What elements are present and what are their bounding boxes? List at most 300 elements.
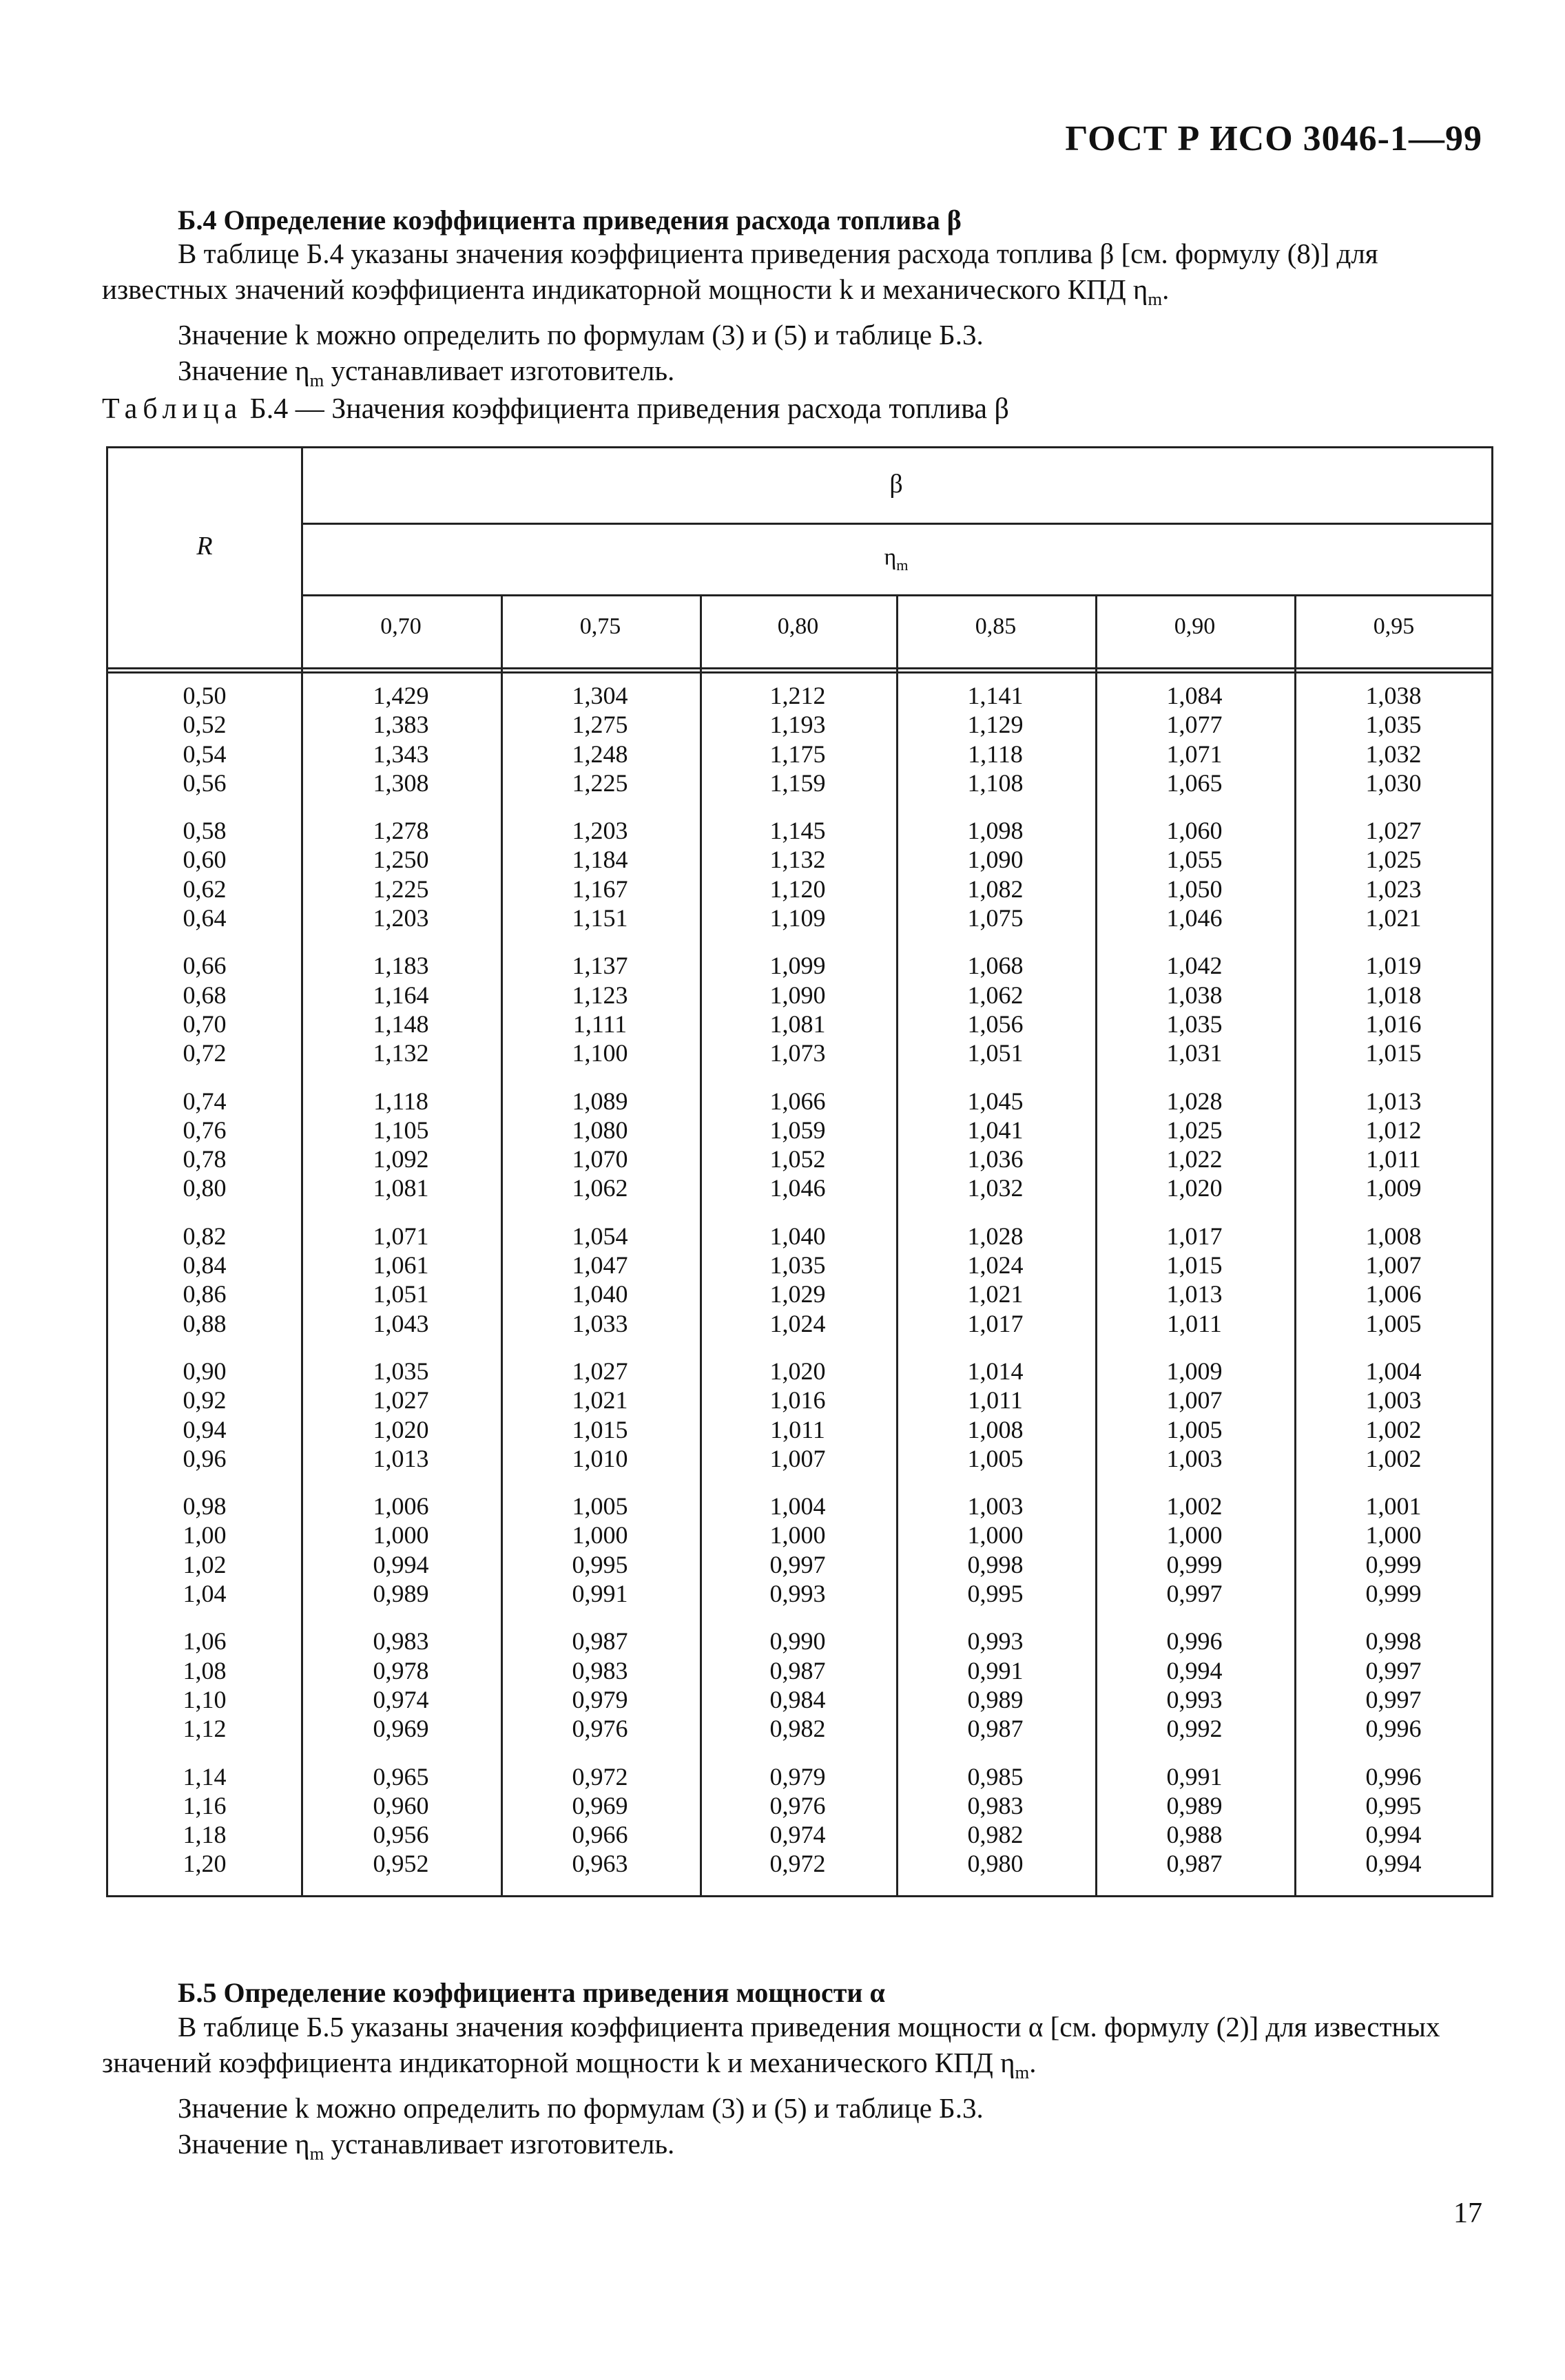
beta-value-cell: 1,062 [572, 1174, 628, 1202]
beta-value-group [1126, 1492, 1263, 1608]
beta-value-group [332, 1627, 470, 1743]
beta-value-group [332, 681, 470, 797]
beta-value-cell: 1,000 [1365, 1521, 1422, 1549]
beta-value-cell: 1,000 [1166, 1521, 1223, 1549]
beta-value-cell: 0,984 [769, 1685, 826, 1713]
r-value-cell: 0,60 [183, 846, 227, 874]
beta-value-cell: 1,184 [572, 846, 628, 874]
beta-value-cell: 1,175 [769, 740, 826, 768]
beta-value-group [926, 1222, 1064, 1338]
beta-value-cell: 1,278 [373, 817, 429, 845]
beta-value-cell: 0,960 [373, 1791, 429, 1819]
beta-value-cell: 0,979 [572, 1685, 628, 1713]
beta-value-cell: 1,132 [373, 1039, 429, 1067]
beta-value-cell: 0,965 [373, 1762, 429, 1791]
beta-value-cell: 0,988 [1166, 1821, 1223, 1849]
beta-value-cell: 0,994 [1365, 1850, 1422, 1878]
beta-value-group [729, 816, 867, 932]
column-eta-090 [1126, 681, 1263, 1897]
column-eta-080 [729, 681, 867, 1897]
beta-value-group [1325, 1222, 1462, 1338]
beta-value-cell: 1,008 [1365, 1222, 1422, 1250]
beta-value-group [531, 1627, 669, 1743]
beta-value-cell: 0,976 [572, 1715, 628, 1743]
beta-value-cell: 1,038 [1166, 981, 1223, 1009]
beta-value-cell: 1,108 [967, 769, 1024, 797]
beta-value-cell: 0,979 [769, 1762, 826, 1791]
beta-value-group [531, 1357, 669, 1473]
beta-value-cell: 1,027 [373, 1386, 429, 1415]
section-b5-k-line: Значение k можно определить по формулам (3) и (5) и таблице Б.3. [178, 2092, 984, 2125]
beta-value-cell: 1,000 [572, 1521, 628, 1549]
beta-value-group [332, 1222, 470, 1338]
beta-value-cell: 1,077 [1166, 711, 1223, 739]
r-value-cell: 1,14 [183, 1762, 227, 1791]
beta-value-cell: 0,978 [373, 1656, 429, 1684]
beta-value-cell: 1,141 [967, 682, 1024, 709]
beta-value-group [729, 1492, 867, 1608]
beta-value-cell: 1,015 [572, 1415, 628, 1443]
beta-value-cell: 1,092 [373, 1145, 429, 1173]
beta-value-group [729, 1627, 867, 1743]
beta-value-group [1126, 816, 1263, 932]
beta-value-cell: 0,976 [769, 1791, 826, 1819]
beta-value-cell: 1,032 [967, 1174, 1024, 1202]
section-b4-text [102, 236, 1493, 398]
r-value-cell: 1,20 [183, 1850, 227, 1878]
beta-value-cell: 1,007 [769, 1444, 826, 1472]
beta-value-cell: 1,025 [1166, 1116, 1223, 1144]
beta-value-cell: 1,005 [1166, 1415, 1223, 1443]
beta-value-cell: 0,991 [967, 1656, 1024, 1684]
beta-value-cell: 1,046 [769, 1174, 826, 1202]
beta-value-cell: 1,002 [1365, 1444, 1422, 1472]
beta-value-cell: 1,100 [572, 1039, 628, 1067]
beta-value-cell: 1,073 [769, 1039, 826, 1067]
eta-header-2: 0,75 [579, 614, 621, 639]
beta-value-group [729, 681, 867, 797]
beta-value-cell: 0,987 [769, 1656, 826, 1684]
beta-value-cell: 0,991 [1166, 1762, 1223, 1791]
beta-value-cell: 1,118 [968, 740, 1023, 768]
beta-value-cell: 1,011 [968, 1386, 1023, 1415]
page-number: 17 [1453, 2198, 1482, 2229]
beta-value-cell: 1,062 [967, 981, 1024, 1009]
r-value-cell: 0,56 [183, 769, 227, 797]
beta-value-cell: 1,005 [572, 1492, 628, 1521]
beta-value-cell: 1,098 [967, 817, 1024, 845]
beta-value-group [531, 1492, 669, 1608]
beta-value-cell: 1,129 [967, 711, 1024, 739]
beta-value-cell: 1,011 [1366, 1145, 1421, 1173]
beta-value-cell: 0,982 [769, 1715, 826, 1743]
beta-value-cell: 1,090 [967, 846, 1024, 874]
beta-value-cell: 0,993 [769, 1580, 826, 1608]
r-value-cell: 1,08 [183, 1656, 227, 1684]
beta-value-group [1325, 951, 1462, 1067]
beta-value-cell: 0,966 [572, 1821, 628, 1849]
beta-value-cell: 0,993 [967, 1627, 1024, 1656]
beta-value-cell: 1,051 [967, 1039, 1024, 1067]
beta-value-cell: 0,987 [1166, 1850, 1223, 1878]
beta-value-cell: 0,974 [373, 1685, 429, 1713]
beta-value-cell: 0,969 [572, 1791, 628, 1819]
beta-value-cell: 1,061 [373, 1251, 429, 1280]
beta-value-cell: 1,047 [572, 1251, 628, 1280]
beta-value-cell: 1,429 [373, 682, 429, 709]
beta-value-cell: 1,042 [1166, 952, 1223, 980]
beta-value-cell: 1,060 [1166, 817, 1223, 845]
r-value-group [136, 951, 273, 1067]
beta-value-group [531, 1762, 669, 1879]
beta-value-cell: 1,006 [373, 1492, 429, 1521]
beta-value-cell: 1,006 [1365, 1280, 1422, 1308]
beta-value-group [332, 1087, 470, 1203]
beta-value-cell: 1,035 [373, 1357, 429, 1385]
beta-value-cell: 1,013 [1365, 1087, 1422, 1115]
beta-value-cell: 1,014 [967, 1357, 1024, 1385]
beta-value-cell: 1,004 [769, 1492, 826, 1521]
beta-value-cell: 1,013 [1166, 1280, 1223, 1308]
beta-value-cell: 0,992 [1166, 1715, 1223, 1743]
r-value-cell: 0,92 [183, 1386, 227, 1415]
beta-value-cell: 1,304 [572, 682, 628, 709]
beta-value-cell: 1,019 [1365, 952, 1422, 980]
beta-value-cell: 1,250 [373, 846, 429, 874]
beta-value-group [1126, 1222, 1263, 1338]
beta-table [106, 446, 1493, 1897]
beta-value-group [729, 1087, 867, 1203]
beta-value-cell: 0,989 [373, 1580, 429, 1608]
column-eta-070 [332, 681, 470, 1897]
section-b5-title: Б.5 Определение коэффициента приведения мощности α [178, 1977, 885, 2008]
beta-value-group [729, 1762, 867, 1879]
r-value-cell: 0,78 [183, 1145, 227, 1173]
beta-value-cell: 1,065 [1166, 769, 1223, 797]
beta-value-group [332, 816, 470, 932]
r-value-group [136, 816, 273, 932]
beta-value-cell: 0,963 [572, 1850, 628, 1878]
beta-value-group [531, 1087, 669, 1203]
beta-value-cell: 1,081 [769, 1010, 826, 1038]
beta-value-cell: 1,015 [1166, 1251, 1223, 1280]
beta-value-group [531, 681, 669, 797]
beta-value-group [1325, 1492, 1462, 1608]
beta-value-group [531, 951, 669, 1067]
eta-header-4: 0,85 [975, 614, 1017, 639]
beta-value-cell: 1,071 [373, 1222, 429, 1250]
header-R: R [196, 532, 213, 561]
beta-value-cell: 1,002 [1166, 1492, 1223, 1521]
beta-value-cell: 1,132 [769, 846, 826, 874]
beta-value-cell: 1,035 [1365, 711, 1422, 739]
beta-value-cell: 1,137 [572, 952, 628, 980]
beta-value-cell: 1,075 [967, 904, 1024, 932]
beta-value-cell: 1,009 [1365, 1174, 1422, 1202]
beta-value-cell: 1,003 [1365, 1386, 1422, 1415]
beta-value-group [1325, 681, 1462, 797]
beta-value-group [531, 1222, 669, 1338]
beta-value-cell: 1,033 [572, 1309, 628, 1337]
r-value-cell: 0,86 [183, 1280, 227, 1308]
beta-value-cell: 0,993 [1166, 1685, 1223, 1713]
beta-value-cell: 0,991 [572, 1580, 628, 1608]
beta-value-group [926, 1492, 1064, 1608]
beta-value-cell: 0,995 [967, 1580, 1024, 1608]
beta-value-group [1126, 951, 1263, 1067]
beta-value-group [1126, 1762, 1263, 1879]
beta-value-cell: 1,343 [373, 740, 429, 768]
beta-value-cell: 1,052 [769, 1145, 826, 1173]
beta-value-cell: 1,070 [572, 1145, 628, 1173]
beta-value-cell: 0,972 [769, 1850, 826, 1878]
beta-value-group [926, 1087, 1064, 1203]
beta-value-group [531, 816, 669, 932]
r-value-cell: 1,10 [183, 1685, 227, 1713]
beta-value-cell: 1,035 [1166, 1010, 1223, 1038]
r-value-cell: 0,88 [183, 1309, 227, 1337]
beta-value-cell: 1,308 [373, 769, 429, 797]
beta-value-cell: 1,167 [572, 875, 628, 903]
section-b4-k-line: Значение k можно определить по формулам (3) и (5) и таблице Б.3. [178, 319, 984, 351]
beta-value-cell: 1,022 [1166, 1145, 1223, 1173]
beta-value-cell: 0,987 [572, 1627, 628, 1656]
beta-value-group [926, 1762, 1064, 1879]
beta-value-group [729, 1222, 867, 1338]
beta-value-group [1126, 1627, 1263, 1743]
beta-value-cell: 1,050 [1166, 875, 1223, 903]
r-value-cell: 1,02 [183, 1550, 227, 1578]
section-b4-para-line2: известных значений коэффициента индикаторной мощности k и механического КПД $\eta_m$. [102, 273, 1170, 310]
beta-value-cell: 0,999 [1365, 1580, 1422, 1608]
beta-value-cell: 1,032 [1365, 740, 1422, 768]
beta-value-cell: 1,151 [572, 904, 628, 932]
beta-value-cell: 1,005 [1365, 1309, 1422, 1337]
beta-value-cell: 1,159 [769, 769, 826, 797]
r-value-cell: 0,82 [183, 1222, 227, 1250]
beta-value-cell: 1,004 [1365, 1357, 1422, 1385]
beta-value-cell: 1,123 [572, 981, 628, 1009]
beta-value-cell: 1,024 [769, 1309, 826, 1337]
beta-value-cell: 0,989 [1166, 1791, 1223, 1819]
beta-value-cell: 1,071 [1166, 740, 1223, 768]
r-value-cell: 0,64 [183, 904, 227, 932]
beta-value-group [926, 951, 1064, 1067]
r-value-cell: 1,12 [183, 1715, 227, 1743]
beta-value-cell: 0,987 [967, 1715, 1024, 1743]
r-value-cell: 0,58 [183, 817, 227, 845]
r-value-cell: 0,54 [183, 740, 227, 768]
r-value-cell: 1,00 [183, 1521, 227, 1549]
r-value-cell: 0,52 [183, 711, 227, 739]
beta-value-cell: 1,001 [1365, 1492, 1422, 1521]
table-caption: Таблица Б.4 — Значения коэффициента приведения расхода топлива β [102, 393, 1009, 425]
beta-value-cell: 1,000 [769, 1521, 826, 1549]
beta-value-cell: 1,024 [967, 1251, 1024, 1280]
r-value-cell: 0,76 [183, 1116, 227, 1144]
beta-value-cell: 1,275 [572, 711, 628, 739]
beta-value-cell: 1,010 [572, 1444, 628, 1472]
r-value-cell: 0,50 [183, 682, 227, 709]
beta-value-cell: 0,972 [572, 1762, 628, 1791]
beta-value-cell: 1,040 [572, 1280, 628, 1308]
beta-value-cell: 1,082 [967, 875, 1024, 903]
beta-value-cell: 1,017 [967, 1309, 1024, 1337]
r-value-cell: 1,18 [183, 1821, 227, 1849]
beta-value-cell: 1,029 [769, 1280, 826, 1308]
beta-value-cell: 1,105 [373, 1116, 429, 1144]
beta-value-cell: 0,989 [967, 1685, 1024, 1713]
beta-value-cell: 1,025 [1365, 846, 1422, 874]
beta-value-cell: 1,028 [967, 1222, 1024, 1250]
beta-value-cell: 1,009 [1166, 1357, 1223, 1385]
beta-value-cell: 1,007 [1166, 1386, 1223, 1415]
beta-value-cell: 1,059 [769, 1116, 826, 1144]
beta-value-cell: 1,038 [1365, 682, 1422, 709]
section-b5-para-line1: В таблице Б.5 указаны значения коэффициента приведения мощности α [см. формулу (2)] для известных [178, 2011, 1440, 2043]
beta-value-cell: 1,018 [1365, 981, 1422, 1009]
beta-value-cell: 0,994 [373, 1550, 429, 1578]
beta-value-cell: 1,020 [1166, 1174, 1223, 1202]
eta-header-6: 0,95 [1373, 614, 1415, 639]
section-b5-para-line2: значений коэффициента индикаторной мощности k и механического КПД $\eta_m$. [102, 2047, 1037, 2083]
r-value-group [136, 1627, 273, 1743]
beta-value-cell: 1,011 [770, 1415, 825, 1443]
beta-value-cell: 1,183 [373, 952, 429, 980]
beta-value-cell: 1,148 [373, 1010, 429, 1038]
beta-value-cell: 0,982 [967, 1821, 1024, 1849]
beta-value-cell: 1,111 [572, 1010, 628, 1038]
beta-value-cell: 1,031 [1166, 1039, 1223, 1067]
beta-value-group [1325, 1087, 1462, 1203]
beta-value-cell: 0,969 [373, 1715, 429, 1743]
header-beta: β [889, 470, 903, 499]
r-value-cell: 0,62 [183, 875, 227, 903]
beta-value-cell: 1,012 [1365, 1116, 1422, 1144]
section-b4-para-line1: В таблице Б.4 указаны значения коэффициента приведения расхода топлива β [см. формулу (8)] для [178, 238, 1378, 269]
r-value-cell: 0,68 [183, 981, 227, 1009]
r-value-group [136, 1087, 273, 1203]
beta-value-cell: 1,055 [1166, 846, 1223, 874]
beta-value-cell: 0,995 [572, 1550, 628, 1578]
beta-value-cell: 1,000 [967, 1521, 1024, 1549]
column-eta-075 [531, 681, 669, 1897]
beta-value-cell: 1,023 [1365, 875, 1422, 903]
beta-value-cell: 1,036 [967, 1145, 1024, 1173]
beta-value-group [332, 1357, 470, 1473]
beta-value-cell: 1,021 [1365, 904, 1422, 932]
beta-value-cell: 0,996 [1365, 1762, 1422, 1791]
r-value-cell: 0,80 [183, 1174, 227, 1202]
beta-value-group [1325, 1357, 1462, 1473]
r-value-cell: 0,74 [183, 1087, 227, 1115]
r-value-cell: 0,84 [183, 1251, 227, 1280]
beta-value-cell: 1,045 [967, 1087, 1024, 1115]
beta-value-cell: 1,248 [572, 740, 628, 768]
column-eta-085 [926, 681, 1064, 1897]
beta-value-cell: 1,046 [1166, 904, 1223, 932]
r-value-group [136, 1762, 273, 1879]
beta-value-cell: 1,017 [1166, 1222, 1223, 1250]
beta-value-group [729, 951, 867, 1067]
beta-value-cell: 1,003 [1166, 1444, 1223, 1472]
beta-value-cell: 0,952 [373, 1850, 429, 1878]
r-value-cell: 1,04 [183, 1580, 227, 1608]
r-value-cell: 0,98 [183, 1492, 227, 1521]
beta-value-group [926, 1357, 1064, 1473]
beta-value-cell: 1,081 [373, 1174, 429, 1202]
beta-value-cell: 1,225 [572, 769, 628, 797]
eta-header-3: 0,80 [777, 614, 819, 639]
beta-value-cell: 1,225 [373, 875, 429, 903]
beta-value-cell: 1,043 [373, 1309, 429, 1337]
beta-value-cell: 1,002 [1365, 1415, 1422, 1443]
beta-value-cell: 1,027 [1365, 817, 1422, 845]
beta-value-cell: 1,203 [572, 817, 628, 845]
beta-value-cell: 0,997 [1365, 1656, 1422, 1684]
beta-value-group [1325, 1627, 1462, 1743]
beta-value-cell: 1,193 [769, 711, 826, 739]
beta-value-cell: 0,995 [1365, 1791, 1422, 1819]
eta-header-5: 0,90 [1174, 614, 1216, 639]
beta-value-cell: 0,980 [967, 1850, 1024, 1878]
section-b5-text [102, 2009, 1500, 2171]
beta-value-cell: 1,020 [373, 1415, 429, 1443]
section-b5-eta-line: Значение $\eta_m$ устанавливает изготовитель. [178, 2128, 675, 2164]
beta-value-group [926, 1627, 1064, 1743]
beta-value-group [926, 816, 1064, 932]
beta-value-cell: 0,985 [967, 1762, 1024, 1791]
beta-value-cell: 1,109 [769, 904, 826, 932]
beta-value-cell: 1,008 [967, 1415, 1024, 1443]
r-value-cell: 0,90 [183, 1357, 227, 1385]
beta-value-group [729, 1357, 867, 1473]
r-value-group [136, 681, 273, 797]
beta-value-cell: 1,051 [373, 1280, 429, 1308]
beta-value-cell: 1,203 [373, 904, 429, 932]
beta-value-cell: 0,997 [1365, 1685, 1422, 1713]
r-value-cell: 1,16 [183, 1791, 227, 1819]
r-value-group [136, 1222, 273, 1338]
beta-value-cell: 1,056 [967, 1010, 1024, 1038]
beta-value-cell: 0,999 [1166, 1550, 1223, 1578]
page-header: ГОСТ Р ИСО 3046-1—99 [1065, 119, 1482, 158]
beta-value-cell: 0,983 [373, 1627, 429, 1656]
beta-value-cell: 0,998 [967, 1550, 1024, 1578]
beta-value-cell: 0,983 [967, 1791, 1024, 1819]
r-value-group [136, 1492, 273, 1608]
r-value-cell: 0,66 [183, 952, 227, 980]
beta-value-cell: 1,068 [967, 952, 1024, 980]
beta-value-group [1126, 1357, 1263, 1473]
beta-value-cell: 1,021 [967, 1280, 1024, 1308]
beta-value-cell: 1,054 [572, 1222, 628, 1250]
beta-value-cell: 1,003 [967, 1492, 1024, 1521]
beta-value-group [332, 1762, 470, 1879]
beta-value-cell: 1,084 [1166, 682, 1223, 709]
column-eta-095 [1325, 681, 1462, 1897]
beta-value-cell: 1,040 [769, 1222, 826, 1250]
beta-value-cell: 1,015 [1365, 1039, 1422, 1067]
beta-value-cell: 1,118 [373, 1087, 428, 1115]
beta-value-cell: 1,013 [373, 1444, 429, 1472]
beta-value-cell: 0,994 [1365, 1821, 1422, 1849]
r-value-cell: 0,96 [183, 1444, 227, 1472]
beta-value-cell: 0,996 [1166, 1627, 1223, 1656]
beta-value-cell: 0,983 [572, 1656, 628, 1684]
beta-value-cell: 1,016 [1365, 1010, 1422, 1038]
beta-value-cell: 1,145 [769, 817, 826, 845]
